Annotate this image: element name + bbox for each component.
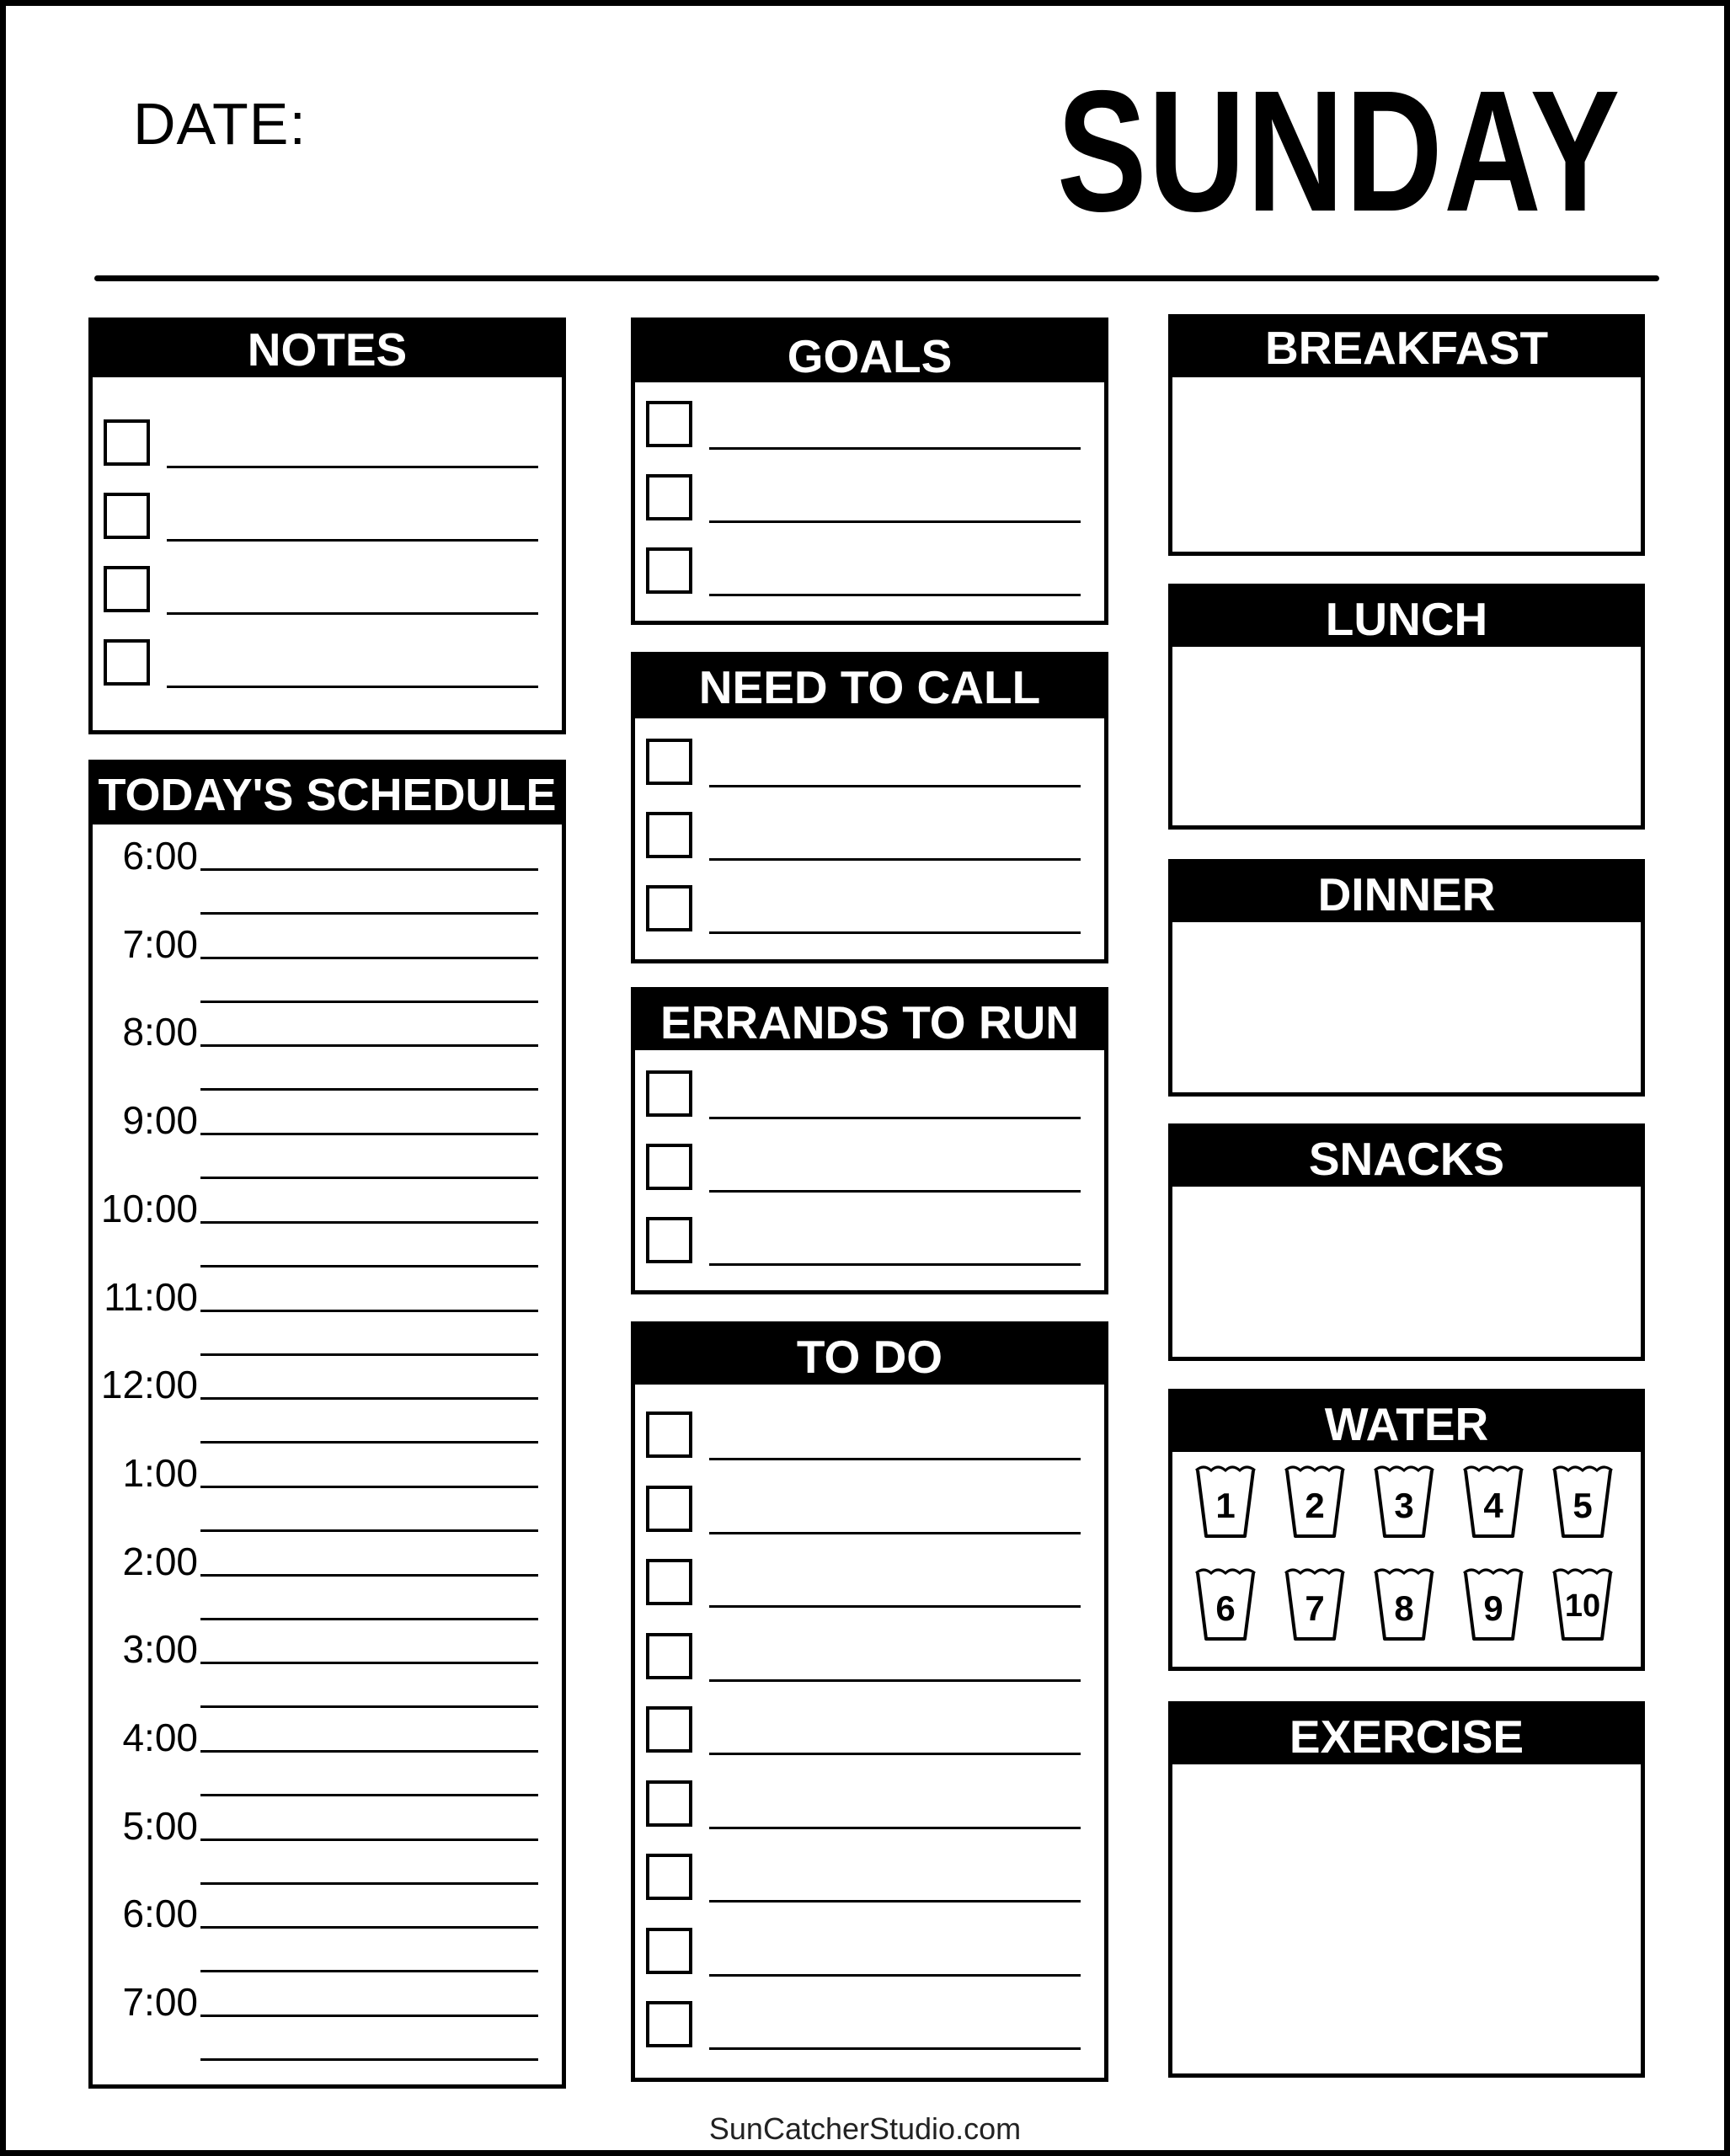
schedule-write-line[interactable]	[200, 1882, 538, 1885]
exercise-title: EXERCISE	[1172, 1705, 1641, 1764]
notes-checkbox[interactable]	[104, 566, 150, 612]
todo-checkbox[interactable]	[646, 1854, 692, 1900]
todo-checkbox[interactable]	[646, 1559, 692, 1605]
call-row	[646, 812, 1081, 862]
water-cup-number: 4	[1483, 1486, 1503, 1525]
notes-checkbox[interactable]	[104, 493, 150, 539]
need-to-call-title: NEED TO CALL	[635, 656, 1104, 718]
schedule-write-line[interactable]	[200, 1177, 538, 1179]
todo-row	[646, 1780, 1081, 1831]
call-write-line[interactable]	[709, 858, 1081, 861]
schedule-write-line[interactable]	[200, 1705, 538, 1708]
goals-section	[631, 318, 1108, 625]
errand-write-line[interactable]	[709, 1263, 1081, 1266]
schedule-write-line[interactable]	[200, 1529, 538, 1532]
snacks-section	[1168, 1123, 1645, 1361]
water-cup-icon[interactable]	[1194, 1566, 1257, 1642]
errand-row	[646, 1217, 1081, 1267]
water-cup-icon[interactable]	[1462, 1566, 1524, 1642]
water-cup-number: 1	[1215, 1486, 1236, 1525]
goals-row	[646, 401, 1081, 451]
water-cup-number: 2	[1305, 1486, 1325, 1525]
goals-title: GOALS	[635, 322, 1104, 382]
schedule-write-line[interactable]	[200, 1662, 538, 1664]
schedule-time: 3:00	[122, 1627, 198, 1672]
schedule-title: TODAY'S SCHEDULE	[93, 764, 562, 825]
schedule-write-line[interactable]	[200, 1088, 538, 1091]
schedule-write-line[interactable]	[200, 1265, 538, 1267]
schedule-write-line[interactable]	[200, 2058, 538, 2061]
call-row	[646, 739, 1081, 789]
errand-checkbox[interactable]	[646, 1070, 692, 1117]
water-cup-icon[interactable]	[1373, 1566, 1435, 1642]
schedule-time: 7:00	[122, 921, 198, 966]
call-write-line[interactable]	[709, 931, 1081, 934]
notes-title: NOTES	[93, 322, 562, 377]
goals-write-line[interactable]	[709, 447, 1081, 450]
schedule-write-line[interactable]	[200, 1044, 538, 1047]
schedule-time: 4:00	[122, 1716, 198, 1759]
water-cup-number: 6	[1215, 1588, 1236, 1628]
water-section	[1168, 1389, 1645, 1671]
todo-row	[646, 1854, 1081, 1904]
todo-row	[646, 1706, 1081, 1757]
todo-checkbox[interactable]	[646, 1706, 692, 1753]
schedule-write-line[interactable]	[200, 1838, 538, 1841]
schedule-write-line[interactable]	[200, 1750, 538, 1753]
todo-write-line[interactable]	[709, 1532, 1081, 1534]
todo-row	[646, 1928, 1081, 1978]
water-cup-number: 5	[1572, 1486, 1593, 1525]
goals-checkbox[interactable]	[646, 474, 692, 520]
goals-row	[646, 547, 1081, 598]
schedule-section	[88, 760, 566, 2089]
errand-checkbox[interactable]	[646, 1217, 692, 1263]
todo-write-line[interactable]	[709, 1974, 1081, 1977]
todo-row	[646, 1412, 1081, 1462]
water-cup-icon[interactable]	[1373, 1464, 1435, 1540]
notes-section	[88, 318, 566, 734]
schedule-write-line[interactable]	[200, 1001, 538, 1003]
water-cup-number: 3	[1394, 1486, 1414, 1525]
exercise-section	[1168, 1701, 1645, 2078]
date-label: DATE:	[133, 91, 307, 157]
todo-write-line[interactable]	[709, 1827, 1081, 1829]
schedule-time: 6:00	[122, 1892, 198, 1936]
call-write-line[interactable]	[709, 785, 1081, 787]
schedule-time: 2:00	[122, 1539, 198, 1583]
todo-write-line[interactable]	[709, 1679, 1081, 1682]
errand-write-line[interactable]	[709, 1190, 1081, 1193]
day-title: SUNDAY	[1057, 55, 1621, 248]
todo-row	[646, 1486, 1081, 1536]
todo-write-line[interactable]	[709, 1605, 1081, 1608]
notes-row	[104, 419, 538, 470]
schedule-write-line[interactable]	[200, 1353, 538, 1356]
notes-write-line[interactable]	[167, 686, 538, 688]
schedule-write-line[interactable]	[200, 868, 538, 871]
todo-write-line[interactable]	[709, 1753, 1081, 1755]
todo-write-line[interactable]	[709, 2047, 1081, 2050]
footer-credit: SunCatcherStudio.com	[708, 2111, 1022, 2146]
call-checkbox[interactable]	[646, 739, 692, 785]
water-cup-icon[interactable]	[1284, 1464, 1346, 1540]
todo-checkbox[interactable]	[646, 1486, 692, 1532]
header-divider	[94, 275, 1659, 281]
goals-write-line[interactable]	[709, 594, 1081, 596]
notes-write-line[interactable]	[167, 612, 538, 615]
schedule-time: 12:00	[100, 1363, 198, 1407]
todo-row	[646, 2001, 1081, 2052]
todo-checkbox[interactable]	[646, 2001, 692, 2047]
schedule-time: 9:00	[122, 1098, 198, 1143]
water-cup-number: 8	[1394, 1588, 1414, 1628]
todo-write-line[interactable]	[709, 1458, 1081, 1460]
water-cup-icon[interactable]	[1551, 1566, 1614, 1642]
schedule-write-line[interactable]	[200, 1310, 538, 1312]
todo-title: TO DO	[635, 1326, 1104, 1385]
errands-title: ERRANDS TO RUN	[635, 991, 1104, 1050]
call-row	[646, 885, 1081, 936]
goals-checkbox[interactable]	[646, 401, 692, 447]
dinner-title: DINNER	[1172, 863, 1641, 922]
schedule-write-line[interactable]	[200, 1397, 538, 1400]
goals-checkbox[interactable]	[646, 547, 692, 594]
water-cup-icon[interactable]	[1462, 1464, 1524, 1540]
notes-write-line[interactable]	[167, 539, 538, 542]
schedule-time: 11:00	[104, 1274, 198, 1319]
water-cup-number: 9	[1483, 1588, 1503, 1628]
goals-write-line[interactable]	[709, 520, 1081, 523]
schedule-write-line[interactable]	[200, 1970, 538, 1972]
water-cup-icon[interactable]	[1284, 1566, 1346, 1642]
errand-checkbox[interactable]	[646, 1144, 692, 1190]
lunch-section	[1168, 584, 1645, 830]
notes-row	[104, 639, 538, 690]
schedule-write-line[interactable]	[200, 2015, 538, 2017]
errands-section	[631, 987, 1108, 1294]
todo-checkbox[interactable]	[646, 1928, 692, 1974]
water-title: WATER	[1172, 1393, 1641, 1452]
todo-checkbox[interactable]	[646, 1780, 692, 1827]
schedule-write-line[interactable]	[200, 1618, 538, 1620]
schedule-write-line[interactable]	[200, 957, 538, 959]
notes-write-line[interactable]	[167, 466, 538, 468]
schedule-write-line[interactable]	[200, 1486, 538, 1488]
goals-row	[646, 474, 1081, 525]
schedule-time: 10:00	[100, 1186, 198, 1230]
notes-row	[104, 566, 538, 616]
need-to-call-section	[631, 652, 1108, 963]
call-checkbox[interactable]	[646, 812, 692, 858]
notes-row	[104, 493, 538, 543]
water-cup-number: 10	[1564, 1588, 1601, 1624]
todo-checkbox[interactable]	[646, 1633, 692, 1679]
todo-row	[646, 1559, 1081, 1609]
notes-checkbox[interactable]	[104, 639, 150, 686]
notes-checkbox[interactable]	[104, 419, 150, 466]
schedule-write-line[interactable]	[200, 1441, 538, 1444]
schedule-write-line[interactable]	[200, 1133, 538, 1135]
schedule-write-line[interactable]	[200, 1221, 538, 1224]
schedule-write-line[interactable]	[200, 912, 538, 915]
water-cup-icon[interactable]	[1551, 1464, 1614, 1540]
snacks-title: SNACKS	[1172, 1128, 1641, 1187]
water-cup-icon[interactable]	[1194, 1464, 1257, 1540]
schedule-write-line[interactable]	[200, 1574, 538, 1577]
schedule-time: 7:00	[122, 1980, 198, 2025]
todo-write-line[interactable]	[709, 1900, 1081, 1903]
water-cup-number: 7	[1305, 1588, 1325, 1628]
todo-row	[646, 1633, 1081, 1684]
schedule-write-line[interactable]	[200, 1794, 538, 1796]
todo-checkbox[interactable]	[646, 1412, 692, 1458]
dinner-section	[1168, 859, 1645, 1097]
errand-row	[646, 1070, 1081, 1121]
schedule-time: 6:00	[122, 834, 198, 878]
schedule-time: 1:00	[122, 1450, 198, 1495]
errand-row	[646, 1144, 1081, 1194]
errand-write-line[interactable]	[709, 1117, 1081, 1119]
schedule-time: 5:00	[122, 1803, 198, 1848]
lunch-title: LUNCH	[1172, 588, 1641, 647]
call-checkbox[interactable]	[646, 885, 692, 931]
schedule-write-line[interactable]	[200, 1926, 538, 1929]
schedule-time: 8:00	[122, 1010, 198, 1054]
todo-section	[631, 1321, 1108, 2082]
breakfast-title: BREAKFAST	[1172, 318, 1641, 377]
breakfast-section	[1168, 314, 1645, 556]
